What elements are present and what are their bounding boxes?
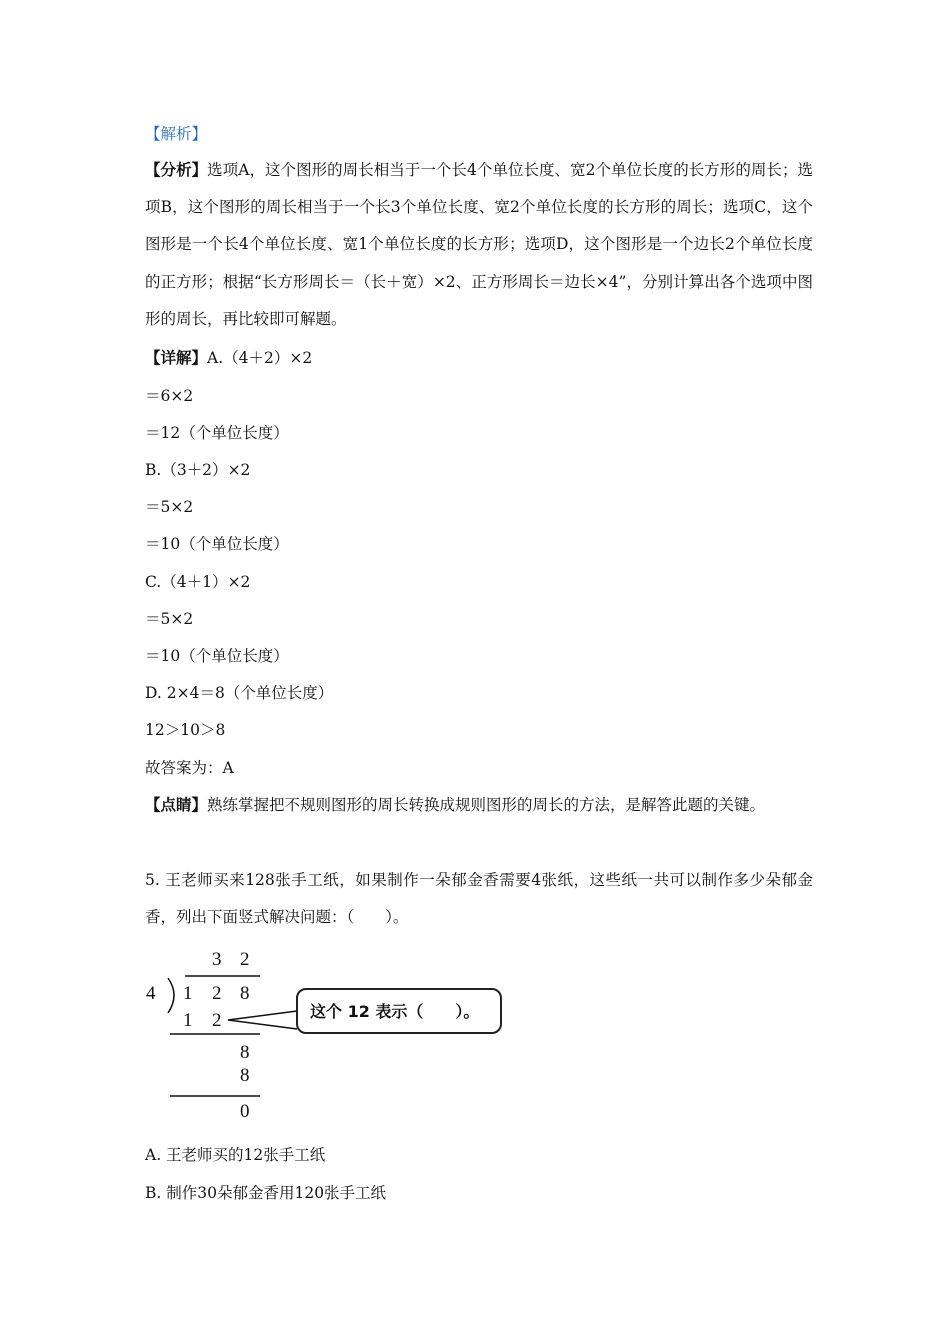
detail-line-10: 12＞10＞8 — [145, 721, 226, 739]
detail-tag: 【详解】 — [145, 348, 208, 367]
division-bracket — [168, 978, 174, 1013]
detail-line-5: ＝10（个单位长度） — [145, 535, 289, 553]
callout-pointer — [228, 1011, 297, 1029]
long-division-figure — [140, 945, 520, 1135]
comment-paragraph — [145, 786, 813, 824]
dividend-digit-1: 2 — [212, 983, 222, 1004]
detail-line-7: ＝5×2 — [145, 610, 194, 628]
detail-line-8: ＝10（个单位长度） — [145, 647, 289, 665]
detail-line-3: B.（3＋2）×2 — [145, 461, 251, 479]
comment-text: 熟练掌握把不规则图形的周长转换成规则图形的周长的方法，是解答此题的关键。 — [207, 796, 766, 814]
step1-digit-0: 1 — [183, 1010, 193, 1031]
step2-dividend: 8 — [240, 1042, 250, 1063]
detail-line-11: 故答案为：A — [145, 759, 234, 777]
dividend-digit-0: 1 — [183, 983, 193, 1004]
step2-product: 8 — [240, 1065, 250, 1086]
detail-line-4: ＝5×2 — [145, 498, 194, 516]
quotient-digit-tens: 3 — [212, 949, 222, 970]
comment-tag: 【点睛】 — [145, 795, 208, 814]
analysis-text: 选项A，这个图形的周长相当于一个长4个单位长度、宽2个单位长度的长方形的周长；选项B，这个图形的周长相当于一个长3个单位长度、宽2个单位长度的长方形的周长；选项C，这个图形是一个长4个单位长度、宽1个单位长度的长方形；选项D，这个图形是一个边长2个单位长度的正方形；根据“长方形周长＝（长＋宽）×2、正方形周长＝边长×4”，分别计算出各个选项中图形的周长，再比较即可解题。 — [145, 161, 813, 328]
remainder: 0 — [240, 1101, 250, 1122]
callout-text: 这个 12 表示（ ）。 — [310, 1002, 480, 1021]
step1-digit-1: 2 — [212, 1010, 222, 1031]
divisor: 4 — [146, 983, 156, 1004]
detail-line-1: ＝6×2 — [145, 387, 194, 405]
analysis-paragraph — [145, 151, 813, 338]
quotient-digit-ones: 2 — [240, 949, 250, 970]
analysis-tag: 【分析】 — [145, 160, 208, 179]
solution-heading: 【解析】 — [145, 125, 208, 143]
detail-line-2: ＝12（个单位长度） — [145, 424, 289, 442]
detail-line-0: 【详解】A.（4＋2）×2 — [145, 348, 313, 367]
option-b: B. 制作30朵郁金香用120张手工纸 — [145, 1184, 387, 1202]
detail-line-6: C.（4＋1）×2 — [145, 573, 251, 591]
dividend-digit-2: 8 — [240, 983, 250, 1004]
option-a: A. 王老师买的12张手工纸 — [145, 1146, 326, 1164]
detail-line-9: D. 2×4＝8（个单位长度） — [145, 684, 334, 702]
question-5-text: 5. 王老师买来128张手工纸，如果制作一朵郁金香需要4张纸，这些纸一共可以制作多少朵郁金香，列出下面竖式解决问题：（ ）。 — [145, 871, 813, 927]
